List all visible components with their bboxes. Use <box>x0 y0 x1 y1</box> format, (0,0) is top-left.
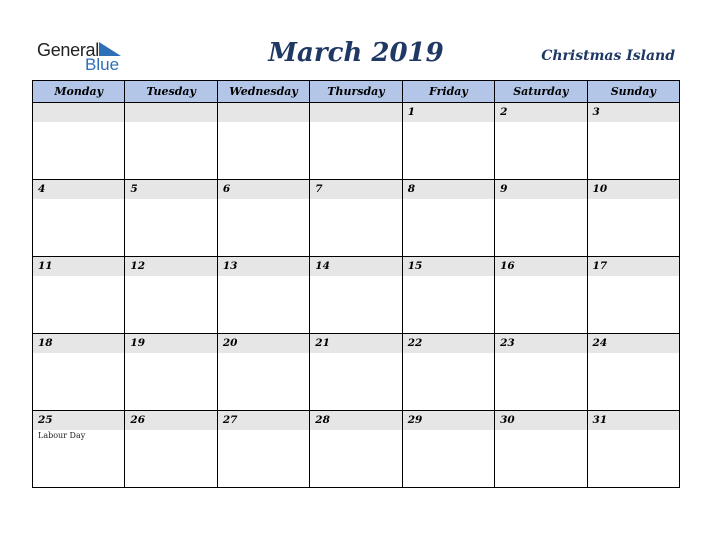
brand-name-blue: Blue <box>85 55 120 74</box>
day-number: 10 <box>588 180 679 199</box>
day-number: 5 <box>125 180 216 199</box>
day-number: 11 <box>33 257 124 276</box>
day-cell[interactable] <box>310 411 402 488</box>
day-number: 20 <box>218 334 309 353</box>
day-cell[interactable] <box>587 334 679 411</box>
day-number: 4 <box>33 180 124 199</box>
day-cell[interactable] <box>587 180 679 257</box>
calendar-grid <box>32 80 680 488</box>
day-number: 28 <box>310 411 401 430</box>
day-number: 2 <box>495 103 586 122</box>
day-number: 17 <box>588 257 679 276</box>
day-cell[interactable] <box>402 103 494 180</box>
day-number: 29 <box>403 411 494 430</box>
day-cell[interactable] <box>495 180 587 257</box>
week-row <box>33 334 680 411</box>
day-number: 21 <box>310 334 401 353</box>
day-number: 22 <box>403 334 494 353</box>
country-label: Christmas Island <box>541 48 675 64</box>
day-cell[interactable] <box>217 180 309 257</box>
day-number <box>310 103 401 122</box>
day-cell[interactable] <box>402 411 494 488</box>
day-number: 3 <box>588 103 679 122</box>
day-cell[interactable] <box>495 334 587 411</box>
day-cell[interactable] <box>495 411 587 488</box>
day-cell[interactable] <box>125 257 217 334</box>
day-number: 1 <box>403 103 494 122</box>
weekday-monday: Monday <box>33 81 125 103</box>
day-number: 8 <box>403 180 494 199</box>
day-number: 12 <box>125 257 216 276</box>
day-number: 14 <box>310 257 401 276</box>
weekday-friday: Friday <box>402 81 494 103</box>
day-cell[interactable] <box>587 411 679 488</box>
day-number: 31 <box>588 411 679 430</box>
day-cell[interactable] <box>33 334 125 411</box>
day-cell[interactable] <box>125 411 217 488</box>
day-number: 30 <box>495 411 586 430</box>
brand-name-general: General <box>37 40 99 60</box>
day-number: 6 <box>218 180 309 199</box>
day-number <box>125 103 216 122</box>
weekday-wednesday: Wednesday <box>217 81 309 103</box>
day-cell[interactable] <box>33 257 125 334</box>
weekday-header-row <box>33 81 680 103</box>
day-number: 19 <box>125 334 216 353</box>
day-number: 16 <box>495 257 586 276</box>
day-number: 13 <box>218 257 309 276</box>
day-cell[interactable] <box>33 411 125 488</box>
day-number: 9 <box>495 180 586 199</box>
day-cell[interactable] <box>217 257 309 334</box>
weekday-sunday: Sunday <box>587 81 679 103</box>
day-number: 24 <box>588 334 679 353</box>
weekday-tuesday: Tuesday <box>125 81 217 103</box>
day-cell[interactable] <box>33 180 125 257</box>
day-cell[interactable] <box>587 103 679 180</box>
day-number: 18 <box>33 334 124 353</box>
page-title: March 2019 <box>268 38 444 68</box>
day-number <box>33 103 124 122</box>
day-number: 25 <box>33 411 124 430</box>
day-cell[interactable] <box>125 180 217 257</box>
day-cell[interactable] <box>402 180 494 257</box>
weekday-saturday: Saturday <box>495 81 587 103</box>
day-cell[interactable] <box>217 334 309 411</box>
week-row <box>33 411 680 488</box>
day-number: 15 <box>403 257 494 276</box>
day-cell[interactable] <box>217 103 309 180</box>
day-cell[interactable] <box>495 257 587 334</box>
day-number: 23 <box>495 334 586 353</box>
day-number: 26 <box>125 411 216 430</box>
day-cell[interactable] <box>402 257 494 334</box>
day-number: 7 <box>310 180 401 199</box>
day-cell[interactable] <box>310 334 402 411</box>
day-cell[interactable] <box>587 257 679 334</box>
day-cell[interactable] <box>217 411 309 488</box>
day-cell[interactable] <box>495 103 587 180</box>
day-cell[interactable] <box>310 103 402 180</box>
day-cell[interactable] <box>33 103 125 180</box>
day-cell[interactable] <box>310 257 402 334</box>
week-row <box>33 180 680 257</box>
day-number: 27 <box>218 411 309 430</box>
week-row <box>33 257 680 334</box>
day-cell[interactable] <box>402 334 494 411</box>
day-number <box>218 103 309 122</box>
day-cell[interactable] <box>125 103 217 180</box>
holiday-label: Labour Day <box>38 431 86 440</box>
day-cell[interactable] <box>125 334 217 411</box>
weekday-thursday: Thursday <box>310 81 402 103</box>
week-row <box>33 103 680 180</box>
day-cell[interactable] <box>310 180 402 257</box>
